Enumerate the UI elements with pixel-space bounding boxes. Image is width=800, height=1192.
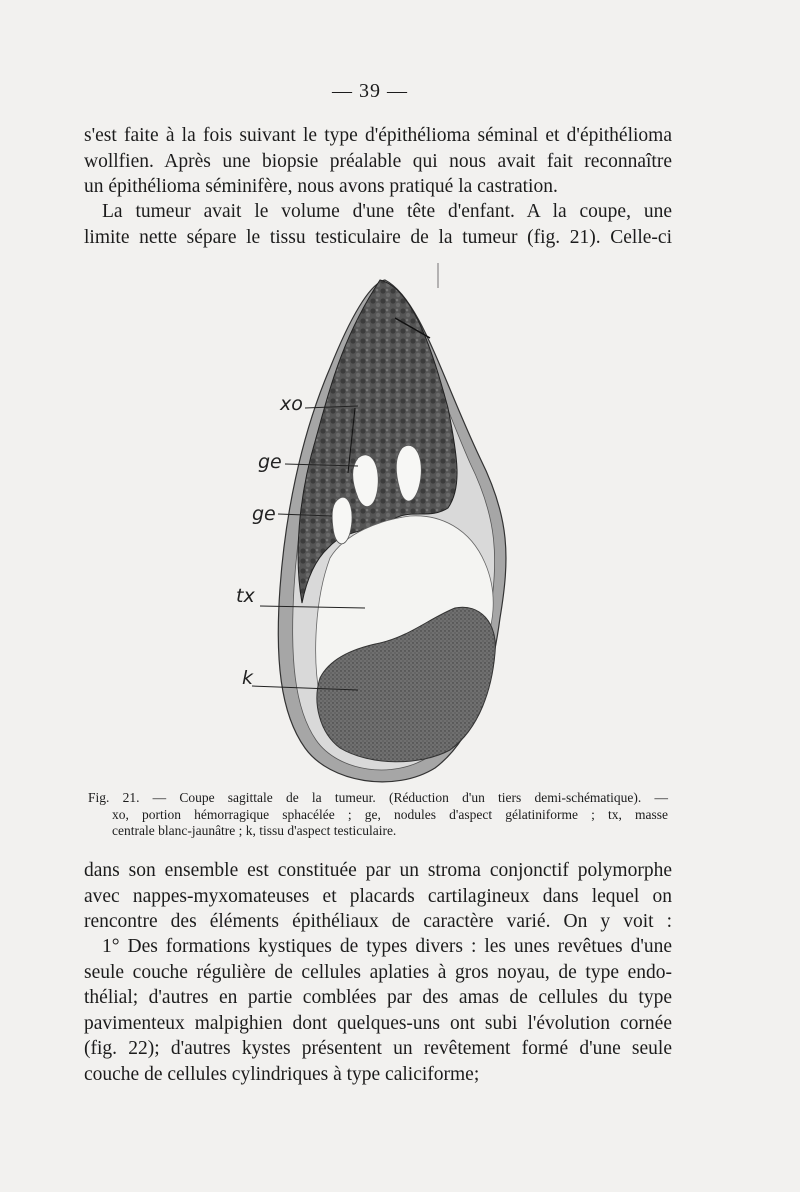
label-ge-1: ge (258, 451, 282, 473)
tumor-section-drawing (180, 258, 560, 788)
text-line: pavimenteux malpighien dont quelques-uns ont subi l'évolution cornée (84, 1012, 672, 1034)
caption-line: Fig. 21. — Coupe sagittale de la tumeur. (Réduction d'un tiers demi-schématique). — (88, 790, 668, 805)
label-xo: xo (280, 393, 303, 415)
text-line: seule couche régulière de cellules aplaties à gros noyau, de type endo- (84, 961, 672, 983)
page-number: — 39 — (332, 80, 408, 102)
paragraph-3 (84, 858, 672, 935)
label-k: k (242, 667, 254, 689)
text-line: un épithélioma séminifère, nous avons pratiqué la castration. (84, 176, 558, 197)
paragraph-4 (84, 934, 672, 1087)
caption-line: xo, portion hémorragique sphacélée ; ge, nodules d'aspect gélatiniforme ; tx, masse (112, 806, 668, 822)
text-line: s'est faite à la fois suivant le type d'épithélioma séminal et d'épithélioma (84, 125, 672, 146)
text-line: wollfien. Après une biopsie préalable qui nous avait fait reconnaître (84, 150, 672, 172)
figure-caption (88, 790, 668, 840)
caption-line: centrale blanc-jaunâtre ; k, tissu d'aspect testiculaire. (112, 823, 397, 838)
text-line: 1° Des formations kystiques de types divers : les unes revêtues d'une (102, 936, 672, 957)
gelatinous-nodule (332, 497, 352, 544)
text-line: dans son ensemble est constituée par un stroma conjonctif polymorphe (84, 860, 672, 881)
figure-21-illustration (180, 258, 560, 788)
text-line: (fig. 22); d'autres kystes présentent un revêtement formé d'une seule (84, 1038, 672, 1059)
label-tx: tx (236, 585, 255, 607)
text-line: avec nappes-myxomateuses et placards cartilagineux dans lequel on (84, 885, 672, 907)
text-line: La tumeur avait le volume d'une tête d'enfant. A la coupe, une (102, 201, 672, 222)
text-line: couche de cellules cylindriques à type caliciforme; (84, 1063, 480, 1085)
paragraph-1 (84, 123, 672, 200)
text-line: thélial; d'autres en partie comblées par des amas de cellules du type (84, 987, 672, 1008)
text-line: limite nette sépare le tissu testiculaire de la tumeur (fig. 21). Celle-ci (84, 226, 672, 248)
paragraph-2 (84, 199, 672, 250)
text-line: rencontre des éléments épithéliaux de caractère varié. On y voit : (84, 911, 672, 932)
label-ge-2: ge (252, 503, 276, 525)
